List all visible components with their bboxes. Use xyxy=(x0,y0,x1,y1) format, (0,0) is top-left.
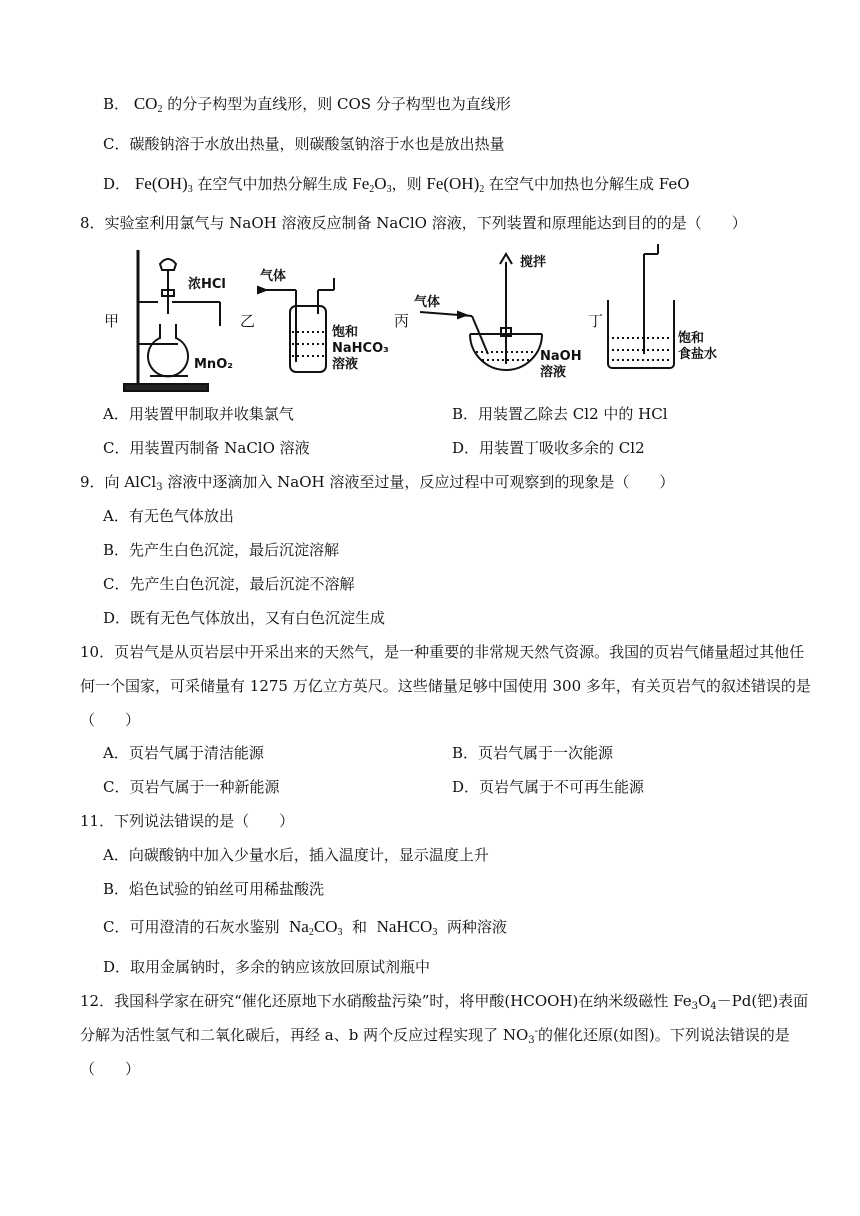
bing-sol2-text: 溶液 xyxy=(540,365,567,380)
q10-option-b: B．页岩气属于一次能源 xyxy=(452,744,614,762)
q8-option-a: A．用装置甲制取并收集氯气 xyxy=(103,405,294,423)
yi-gas-text: 气体 xyxy=(260,269,287,284)
q7-option-d: D． $Fe(OH)_3$ 在空气中加热分解生成 $Fe_2O_3$，则 $Fe(OH)_2$ 在空气中加热也分解生成 FeO xyxy=(103,174,690,195)
q11-option-a: A．向碳酸钠中加入少量水后，插入温度计，显示温度上升 xyxy=(103,846,489,864)
q7-option-c: C．碳酸钠溶于水放出热量，则碳酸氢钠溶于水也是放出热量 xyxy=(103,135,505,153)
yi-sol1-text: 饱和 xyxy=(332,325,359,340)
bing-sol1-text: NaOH xyxy=(540,349,582,364)
jia-solid-text: MnO₂ xyxy=(194,357,233,372)
yi-sol2-text: NaHCO₃ xyxy=(332,341,389,356)
q12-stem: 12．我国科学家在研究“催化还原地下水硝酸盐污染”时，将甲酸(HCOOH)在纳米级磁性 $Fe_3O_4-Pd$(钯)表面分解为活性氢气和二氧化碳后，再经 a、b 两个反应过程实现了 $NO_3^-$的催化还原(如图)。下列说法错误的是（ ） xyxy=(80,992,809,1078)
q11-stem: 11．下列说法错误的是（ ） xyxy=(80,812,295,830)
q8-stem: 8．实验室利用氯气与 NaOH 溶液反应制备 NaClO 溶液，下列装置和原理能达到目的的是（ ） xyxy=(80,214,747,232)
label-bing: 丙 xyxy=(394,312,410,330)
q11-option-b: B．焰色试验的铂丝可用稀盐酸洗 xyxy=(103,880,325,898)
apparatus-drawing xyxy=(120,244,740,396)
label-ding: 丁 xyxy=(588,312,604,330)
bing-stir-text: 搅拌 xyxy=(520,255,547,270)
label-jia: 甲 xyxy=(104,312,120,330)
q11-option-c: C．可用澄清的石灰水鉴别 $Na_2CO_3$ 和 NaHCO$_3$ 两种溶液 xyxy=(103,917,507,938)
q8-option-b: B．用装置乙除去 Cl2 中的 HCl xyxy=(452,405,668,423)
q10-option-d: D．页岩气属于不可再生能源 xyxy=(452,778,645,796)
label-yi: 乙 xyxy=(240,312,256,330)
yi-sol3-text: 溶液 xyxy=(332,357,359,372)
q8-option-c: C．用装置丙制备 NaClO 溶液 xyxy=(103,439,310,457)
q9-option-a: A．有无色气体放出 xyxy=(103,507,234,525)
q11-option-d: D．取用金属钠时，多余的钠应该放回原试剂瓶中 xyxy=(103,958,431,976)
q10-stem: 10．页岩气是从页岩层中开采出来的天然气，是一种重要的非常规天然气资源。我国的页岩气储量超过其他任何一个国家，可采储量有 1275 万亿立方英尺。这些储量足够中国使用 300 多年，有关页岩气的叙述错误的是（ ） xyxy=(80,643,811,729)
q7-option-b: B． $CO_2$ 的分子构型为直线形，则 COS 分子构型也为直线形 xyxy=(103,94,511,115)
q10-option-c: C．页岩气属于一种新能源 xyxy=(103,778,280,796)
ding-sol2-text: 食盐水 xyxy=(678,347,718,362)
q10-option-a: A．页岩气属于清洁能源 xyxy=(103,744,264,762)
ding-sol1-text: 饱和 xyxy=(678,331,705,346)
q8-option-d: D．用装置丁吸收多余的 Cl2 xyxy=(452,439,645,457)
bing-gas-text: 气体 xyxy=(414,295,441,310)
q9-option-b: B．先产生白色沉淀，最后沉淀溶解 xyxy=(103,541,340,559)
q9-option-d: D．既有无色气体放出，又有白色沉淀生成 xyxy=(103,609,386,627)
jia-acid-text: 浓HCl xyxy=(188,277,226,292)
q9-option-c: C．先产生白色沉淀，最后沉淀不溶解 xyxy=(103,575,355,593)
q9-stem: 9．向 AlCl$_3$ 溶液中逐滴加入 NaOH 溶液至过量，反应过程中可观察到的现象是（ ） xyxy=(80,473,675,493)
